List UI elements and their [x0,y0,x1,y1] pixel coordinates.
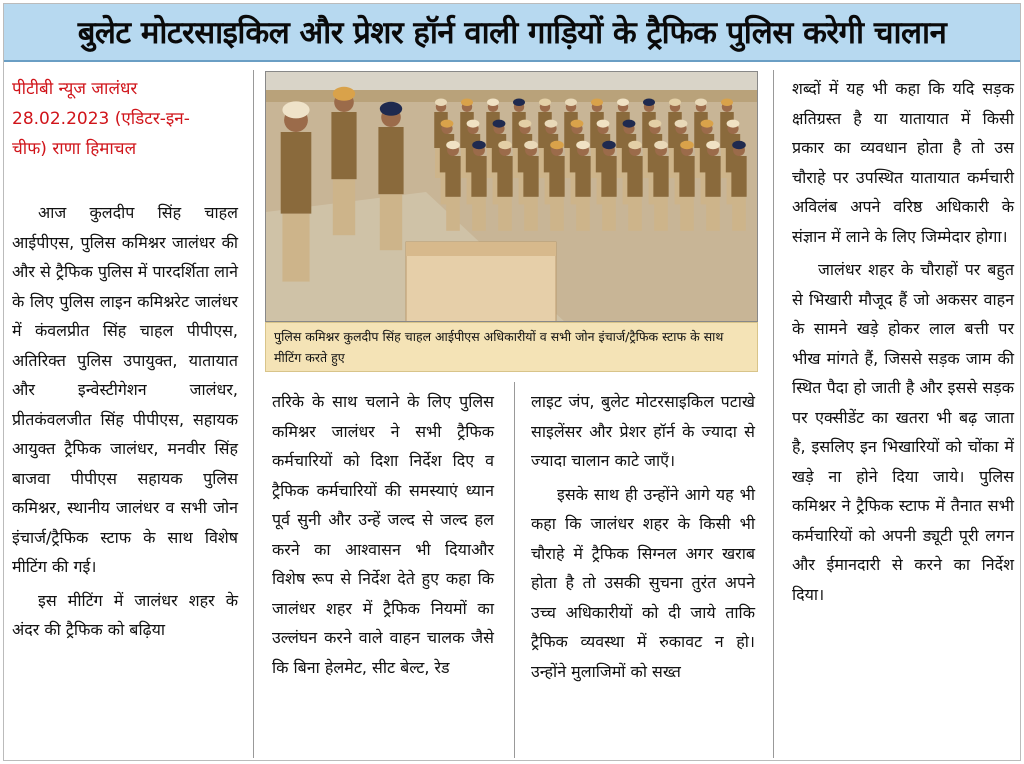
headline-banner [4,4,1020,62]
news-photo [265,71,758,322]
byline-editor: चीफ) राणा हिमाचल [12,139,137,159]
article-column-4 [792,74,1014,609]
article-paragraph: शब्दों में यह भी कहा कि यदि सड़क क्षतिग्रस्त है या यातायात में किसी प्रकार का व्यवधान होता है तो उस चौराहे पर उपस्थित यातायात कर्मचारी अविलंब अपने वरिष्ठ अधिकारी के संज्ञान में लाने के लिए जिम्मेदार होगा। [792,79,1014,246]
headline: बुलेट मोटरसाइकिल और प्रेशर हॉर्न वाली गाड़ियों के ट्रैफिक पुलिस करेगी चालान [77,15,947,51]
article-column-2 [272,387,494,682]
article-paragraph: जालंधर शहर के चौराहों पर बहुत से भिखारी मौजूद हैं जो अकसर वाहन के सामने खड़े होकर लाल बत्ती पर भीख मांगते हैं, जिससे सड़क जाम की स्थित पैदा हो जाती है और इससे सड़क पर एक्सीडेंट का खतरा भी बढ़ जाता है, इसलिए इन भिखारियों को चोंका में खड़े ना होने दिया जाये। पुलिस कमिश्नर ने ट्रैफिक स्टाफ में तैनात सभी कर्मचारियों को अपनी ड्यूटी पूरी लगन और ईमानदारी से करने का निर्देश दिया। [792,260,1014,604]
byline-agency: पीटीबी न्यूज जालंधर [12,79,138,99]
column-divider [773,70,774,758]
article-paragraph: तरिके के साथ चलाने के लिए पुलिस कमिश्नर जालंधर ने सभी ट्रैफिक कर्मचारियों को दिशा निर्देश दिए व ट्रैफिक कर्मचारियों की समस्याएं ध्यान पूर्व सुनी और उन्हें जल्द से जल्द हल करने का आश्वासन भी दियाऔर विशेष रूप से निर्देश देते हुए कहा कि जालंधर शहर में ट्रैफिक नियमों का उल्लंघन करने वाले वाहन चालक जैसे कि बिना हेलमेट, सीट बेल्ट, रेड [272,392,494,677]
article-paragraph: इस मीटिंग में जालंधर शहर के अंदर की ट्रैफिक को बढ़िया [12,590,238,639]
article-paragraph: आज कुलदीप सिंह चाहल आईपीएस, पुलिस कमिश्नर जालंधर की और से ट्रैफिक पुलिस में पारदर्शिता लाने के लिए पुलिस लाइन कमिश्नरेट जालंधर में कंवलप्रीत सिंह चाहल पीपीएस, अतिरिक्त पुलिस उपायुक्त, यातायात और इन्वेस्टीगेशन जालंधर, प्रीतकंवलजीत सिंह पीपीएस, सहायक आयुक्त ट्रैफिक जालंधर, मनवीर सिंह बाजवा पीपीएस सहायक पुलिस कमिश्नर, स्थानीय जालंधर व सभी जोन इंचार्ज/ट्रैफिक स्टाफ के साथ विशेष मीटिंग की गई। [12,203,238,576]
column-divider [514,382,515,758]
byline [12,74,238,164]
police-meeting-photo [266,72,758,322]
article-paragraph: लाइट जंप, बुलेट मोटरसाइकिल पटाखे साइलेंसर और प्रेशर हॉर्न के ज्यादा से ज्यादा चालान काटे जाएँ। [531,392,755,470]
column-divider [253,70,254,758]
photo-caption: पुलिस कमिश्नर कुलदीप सिंह चाहल आईपीएस अधिकारीयों व सभी जोन इंचार्ज/ट्रैफिक स्टाफ के साथ मीटिंग करते हुए [265,322,758,372]
article-column-3 [531,387,755,686]
article-paragraph: इसके साथ ही उन्होंने आगे यह भी कहा कि जालंधर शहर के किसी भी चौराहे में ट्रैफिक सिग्नल अगर खराब होता है तो उसकी सुचना तुरंत अपने उच्च अधिकारीयों को दी जाये ताकि ट्रैफिक व्यवस्था में रुकावट न हो। उन्होंने मुलाजिमों को सख्त [531,484,755,681]
article-column-1 [12,198,238,645]
byline-date: 28.02.2023 (एडिटर-इन- [12,109,190,129]
